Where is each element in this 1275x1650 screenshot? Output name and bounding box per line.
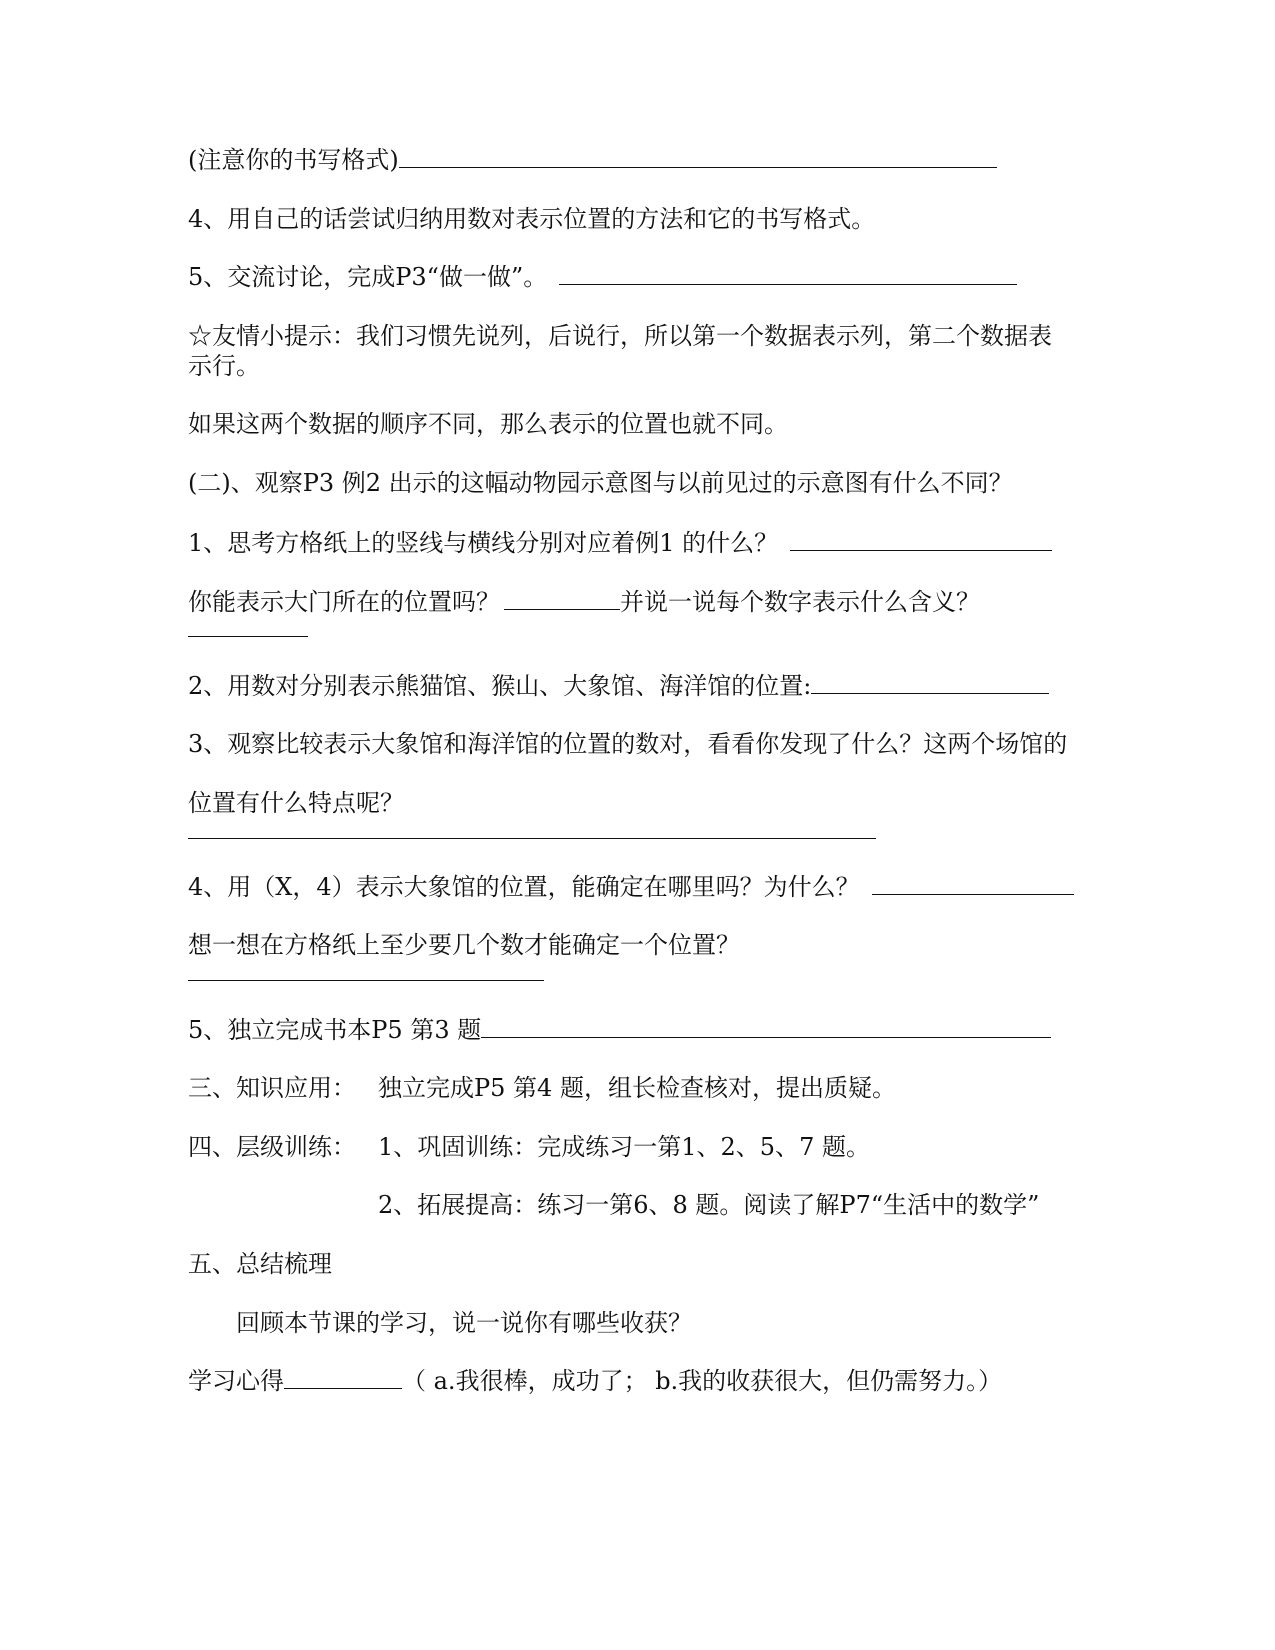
answer-blank[interactable] — [284, 1366, 402, 1389]
learning-reflection-label: 学习心得 — [188, 1367, 284, 1395]
learning-reflection-options: （ a.我很棒，成功了； b.我的收获很大，但仍需努力。） — [402, 1367, 1003, 1395]
answer-blank[interactable] — [559, 262, 1017, 285]
item-5-text: 5、交流讨论，完成P3“做一做”。 — [188, 263, 548, 291]
question-4 — [188, 871, 1074, 903]
tip-text-2: 示行。 — [188, 352, 260, 380]
question-5-text: 5、独立完成书本P5 第3 题 — [188, 1016, 482, 1044]
gate-question-text-b: 并说一说每个数字表示什么含义？ — [620, 588, 980, 616]
section-2-heading — [188, 467, 1013, 499]
answer-blank-standalone[interactable] — [188, 636, 308, 637]
question-min-numbers-text: 想一想在方格纸上至少要几个数才能确定一个位置？ — [188, 931, 740, 959]
gate-question-text-a: 你能表示大门所在的位置吗？ — [188, 588, 500, 616]
answer-blank-standalone[interactable] — [188, 980, 544, 981]
section-4-item-2-text: 2、拓展提高：练习一第6、8 题。阅读了解P7“生活中的数学” — [378, 1191, 1040, 1219]
question-3-text: 3、观察比较表示大象馆和海洋馆的位置的数对，看看你发现了什么？这两个场馆的 — [188, 730, 1068, 758]
learning-reflection — [188, 1365, 1002, 1397]
item-4-summarize — [188, 203, 875, 235]
question-1 — [188, 527, 1052, 559]
question-3 — [188, 728, 1067, 760]
answer-blank[interactable] — [504, 587, 620, 610]
item-5-discussion — [188, 261, 1017, 293]
item-4-text: 4、用自己的话尝试归纳用数对表示位置的方法和它的书写格式。 — [188, 205, 876, 233]
section-5-heading — [188, 1248, 332, 1280]
section-4-item-1: 1、巩固训练：完成练习一第1、2、5、7 题。 — [378, 1133, 870, 1161]
question-3-cont — [188, 787, 404, 819]
question-1-text: 1、思考方格纸上的竖线与横线分别对应着例1 的什么？ — [188, 529, 779, 557]
answer-blank[interactable] — [872, 872, 1074, 895]
answer-blank[interactable] — [790, 528, 1052, 551]
question-5 — [188, 1014, 1051, 1046]
section-3-text: 独立完成P5 第4 题，组长检查核对，提出质疑。 — [378, 1074, 896, 1102]
question-min-numbers — [188, 929, 740, 961]
gate-question — [188, 586, 980, 618]
tip-line-2 — [188, 350, 260, 382]
question-2 — [188, 670, 1049, 702]
question-2-text: 2、用数对分别表示熊猫馆、猴山、大象馆、海洋馆的位置: — [188, 672, 812, 700]
review-question-text: 回顾本节课的学习，说一说你有哪些收获？ — [236, 1309, 692, 1337]
section-2-text: (二)、观察P3 例2 出示的这幅动物园示意图与以前见过的示意图有什么不同？ — [188, 469, 1013, 497]
format-note-line — [188, 144, 997, 176]
answer-blank[interactable] — [811, 671, 1049, 694]
answer-blank[interactable] — [481, 1015, 1051, 1038]
order-note — [188, 408, 788, 440]
question-3-cont-text: 位置有什么特点呢？ — [188, 789, 404, 817]
section-4-heading: 四、层级训练： — [188, 1133, 356, 1161]
section-3 — [188, 1072, 896, 1104]
section-5-text: 五、总结梳理 — [188, 1250, 332, 1278]
format-note-text: (注意你的书写格式) — [188, 146, 399, 174]
section-4 — [188, 1131, 870, 1163]
answer-blank-standalone[interactable] — [188, 838, 876, 839]
section-3-heading: 三、知识应用： — [188, 1074, 356, 1102]
tip-text-1: ☆友情小提示：我们习惯先说列，后说行，所以第一个数据表示列，第二个数据表 — [188, 322, 1052, 350]
answer-blank[interactable] — [399, 145, 997, 168]
question-4-text: 4、用（X，4）表示大象馆的位置，能确定在哪里吗？为什么？ — [188, 873, 860, 901]
order-note-text: 如果这两个数据的顺序不同，那么表示的位置也就不同。 — [188, 410, 788, 438]
review-question — [236, 1307, 692, 1339]
section-4-item-2 — [378, 1189, 1039, 1221]
tip-line-1 — [188, 320, 1052, 352]
